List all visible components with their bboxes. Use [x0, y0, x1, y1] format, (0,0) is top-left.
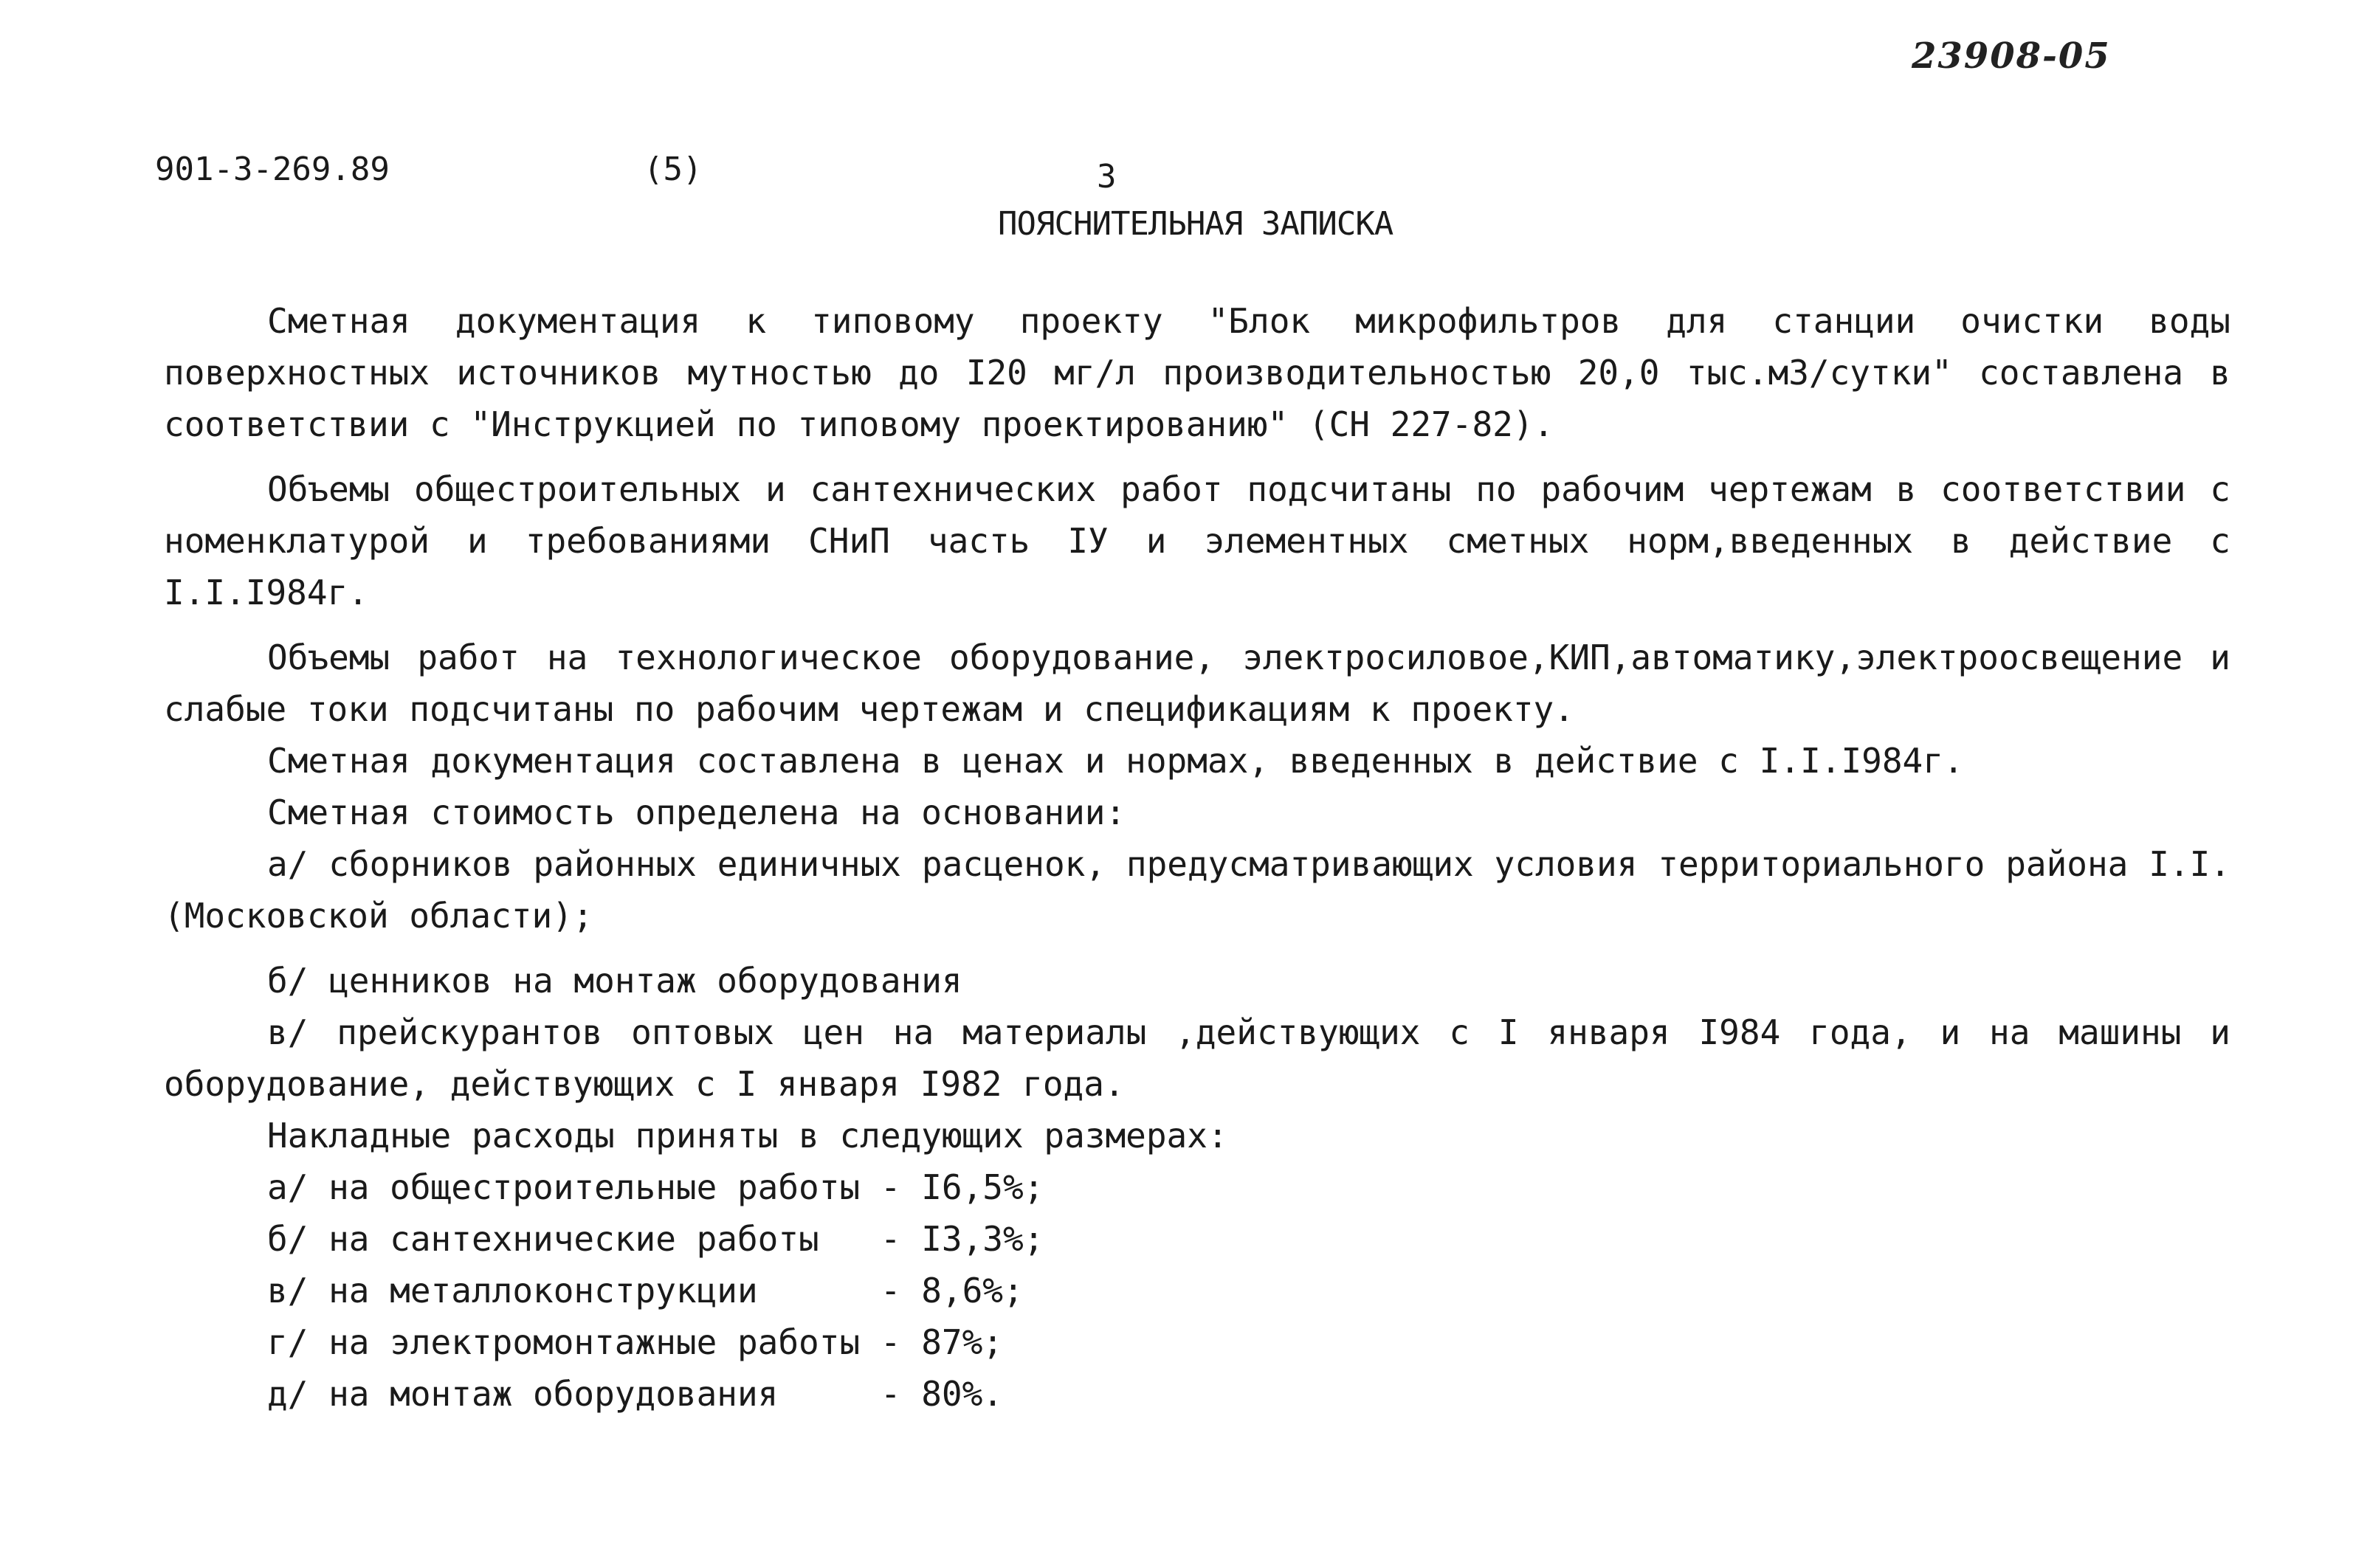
body-text — [164, 295, 2230, 1420]
list-item-v: в/ прейскурантов оптовых цен на материалы ,действующих с I января I984 года, и на машины и оборудование, действующих с I января I982 года. — [164, 1012, 2230, 1104]
paragraph-volumes-equipment: Объемы работ на технологическое оборудование, электросиловое,КИП,автоматику,электроосвещение и слабые токи подсчитаны по рабочим чертежам и спецификациям к проекту. — [164, 638, 2230, 729]
page-number: 3 — [1097, 158, 1117, 196]
overhead-item-sanitary: б/ на сантехнические работы - I3,3%; — [267, 1219, 1044, 1259]
paragraph-intro: Сметная документация к типовому проекту "Блок микрофильтров для станции очистки воды поверхностных источников мутностью до I20 мг/л производительностью 20,0 тыс.м3/сутки" составлена в соответствии с "Инструкцией по типовому проектированию" (СН 227-82). — [164, 301, 2230, 444]
handwritten-archive-number: 23908-05 — [1912, 35, 2111, 77]
list-item-a: а/ сборников районных единичных расценок, предусматривающих условия территориального района I.I. (Московской области); — [164, 844, 2230, 936]
paragraph-volumes-construction: Объемы общестроительных и сантехнических работ подсчитаны по рабочим чертежам в соответствии с номенклатурой и требованиями СНиП часть IУ и элементных сметных норм,введенных в действие с I.I.I984г. — [164, 469, 2230, 612]
page-title: ПОЯСНИТЕЛЬНАЯ ЗАПИСКА — [998, 205, 1393, 243]
paragraph-overhead: Накладные расходы приняты в следующих размерах: — [267, 1116, 1228, 1156]
overhead-item-electrical: г/ на электромонтажные работы - 87%; — [267, 1322, 1003, 1362]
sheet-index: (5) — [644, 151, 703, 188]
list-item-b: б/ ценников на монтаж оборудования — [267, 961, 962, 1001]
overhead-item-equipment: д/ на монтаж оборудования - 80%. — [267, 1374, 1003, 1414]
overhead-item-construction: а/ на общестроительные работы - I6,5%; — [267, 1167, 1044, 1207]
document-code: 901-3-269.89 — [155, 151, 390, 188]
overhead-item-metal: в/ на металлоконструкции - 8,6%; — [267, 1271, 1024, 1310]
paragraph-prices: Сметная документация составлена в ценах и нормах, введенных в действие с I.I.I984г. — [267, 741, 1964, 781]
paragraph-cost-basis: Сметная стоимость определена на основании: — [267, 792, 1126, 832]
